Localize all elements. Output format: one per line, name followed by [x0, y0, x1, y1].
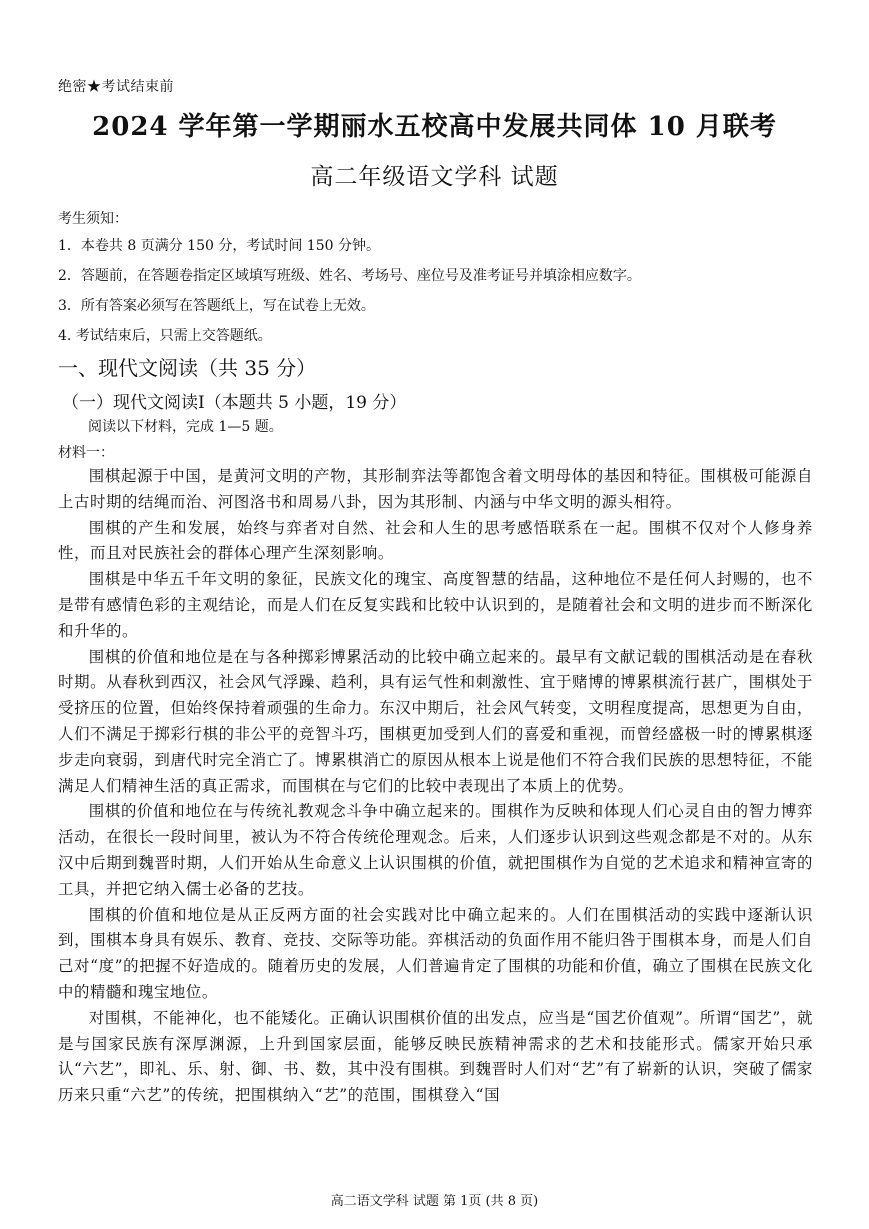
passage-paragraph: 围棋是中华五千年文明的象征，民族文化的瑰宝、高度智慧的结晶，这种地位不是任何人封赐的，也不是带有感情色彩的主观结论，而是人们在反复实践和比较中认识到的，是随着社会和文明的进步而不断深化和升华的。 — [58, 570, 813, 640]
passage-paragraph: 围棋的价值和地位是从正反两方面的社会实践对比中确立起来的。人们在围棋活动的实践中逐渐认识到，围棋本身具有娱乐、教育、竞技、交际等功能。弈棋活动的负面作用不能归咎于围棋本身，而是人们自己对“度”的把握不好造成的。随着历史的发展，人们普遍肯定了围棋的功能和价值，确立了围棋在民族文化中的精髓和瑰宝地位。 — [58, 905, 813, 1001]
subsection-title: （一）现代文阅读Ⅰ（本题共 5 小题，19 分） — [62, 393, 407, 413]
page-footer: 高二语文学科 试题 第 1页 (共 8 页) — [330, 1194, 539, 1209]
notice-list — [58, 238, 641, 358]
reading-passage — [58, 464, 813, 1109]
passage-paragraph: 围棋的价值和地位是在与各种掷彩博累活动的比较中确立起来的。最早有文献记载的围棋活动是在春秋时期。从春秋到西汉，社会风气浮躁、趋利，具有运气性和刺激性、宜于赌博的博累棋流行甚广，围棋处于受挤压的位置，但始终保持着顽强的生命力。东汉中期后，社会风气转变，文明程度提高，思想更为自由，人们不满足于掷彩行棋的非公平的竞智斗巧，围棋更加受到人们的喜爱和重视，而曾经盛极一时的博累棋逐步走向衰弱，到唐代时完全消亡了。博累棋消亡的原因从根本上说是他们不符合我们民族的思想特征，不能满足人们精神生活的真正需求，而围棋在与它们的比较中表现出了本质上的优势。 — [58, 647, 813, 795]
passage-paragraph: 围棋起源于中国，是黄河文明的产物，其形制弈法等都饱含着文明母体的基因和特征。围棋极可能源自上古时期的结绳而治、河图洛书和周易八卦，因为其形制、内涵与中华文明的源头相符。 — [58, 467, 813, 511]
notice-item: 1．本卷共 8 页满分 150 分，考试时间 150 分钟。 — [58, 238, 380, 254]
passage-paragraph: 围棋的价值和地位在与传统礼教观念斗争中确立起来的。围棋作为反映和体现人们心灵自由的智力博弈活动，在很长一段时间里，被认为不符合传统伦理观念。后来，人们逐步认识到这些观念都是不对的。从东汉中后期到魏晋时期，人们开始从生命意义上认识围棋的价值，就把围棋作为自觉的艺术追求和精神宣寄的工具，并把它纳入儒士必备的艺技。 — [58, 802, 813, 898]
notice-label: 考生须知： — [58, 211, 128, 227]
material-label: 材料一： — [58, 445, 114, 461]
passage-paragraph: 对围棋，不能神化，也不能矮化。正确认识围棋价值的出发点，应当是“国艺价值观”。所谓“国艺”，就是与国家民族有深厚渊源，上升到国家层面，能够反映民族精神需求的艺术和技能形式。儒家开始只承认“六艺”，即礼、乐、射、御、书、数，其中没有围棋。到魏晋时人们对“艺”有了崭新的认识，突破了儒家历来只重“六艺”的传统，把围棋纳入“艺”的范围，围棋登入“国 — [58, 1008, 813, 1105]
subject-title: 高二年级语文学科 试题 — [310, 164, 559, 190]
passage-paragraph: 围棋的产生和发展，始终与弈者对自然、社会和人生的思考感悟联系在一起。围棋不仅对个人修身养性，而且对民族社会的群体心理产生深刻影响。 — [58, 518, 813, 563]
section-title: 一、现代文阅读（共 35 分） — [58, 356, 317, 380]
secret-mark: 绝密★考试结束前 — [58, 79, 174, 95]
notice-item: 4. 考试结束后，只需上交答题纸。 — [58, 328, 272, 344]
reading-instruction: 阅读以下材料，完成 1—5 题。 — [88, 419, 283, 435]
notice-item: 3．所有答案必须写在答题纸上，写在试卷上无效。 — [58, 298, 375, 314]
exam-title: 2024 学年第一学期丽水五校高中发展共同体 10 月联考 — [92, 112, 777, 142]
notice-item: 2．答题前，在答题卷指定区域填写班级、姓名、考场号、座位号及准考证号并填涂相应数字。 — [58, 268, 641, 284]
